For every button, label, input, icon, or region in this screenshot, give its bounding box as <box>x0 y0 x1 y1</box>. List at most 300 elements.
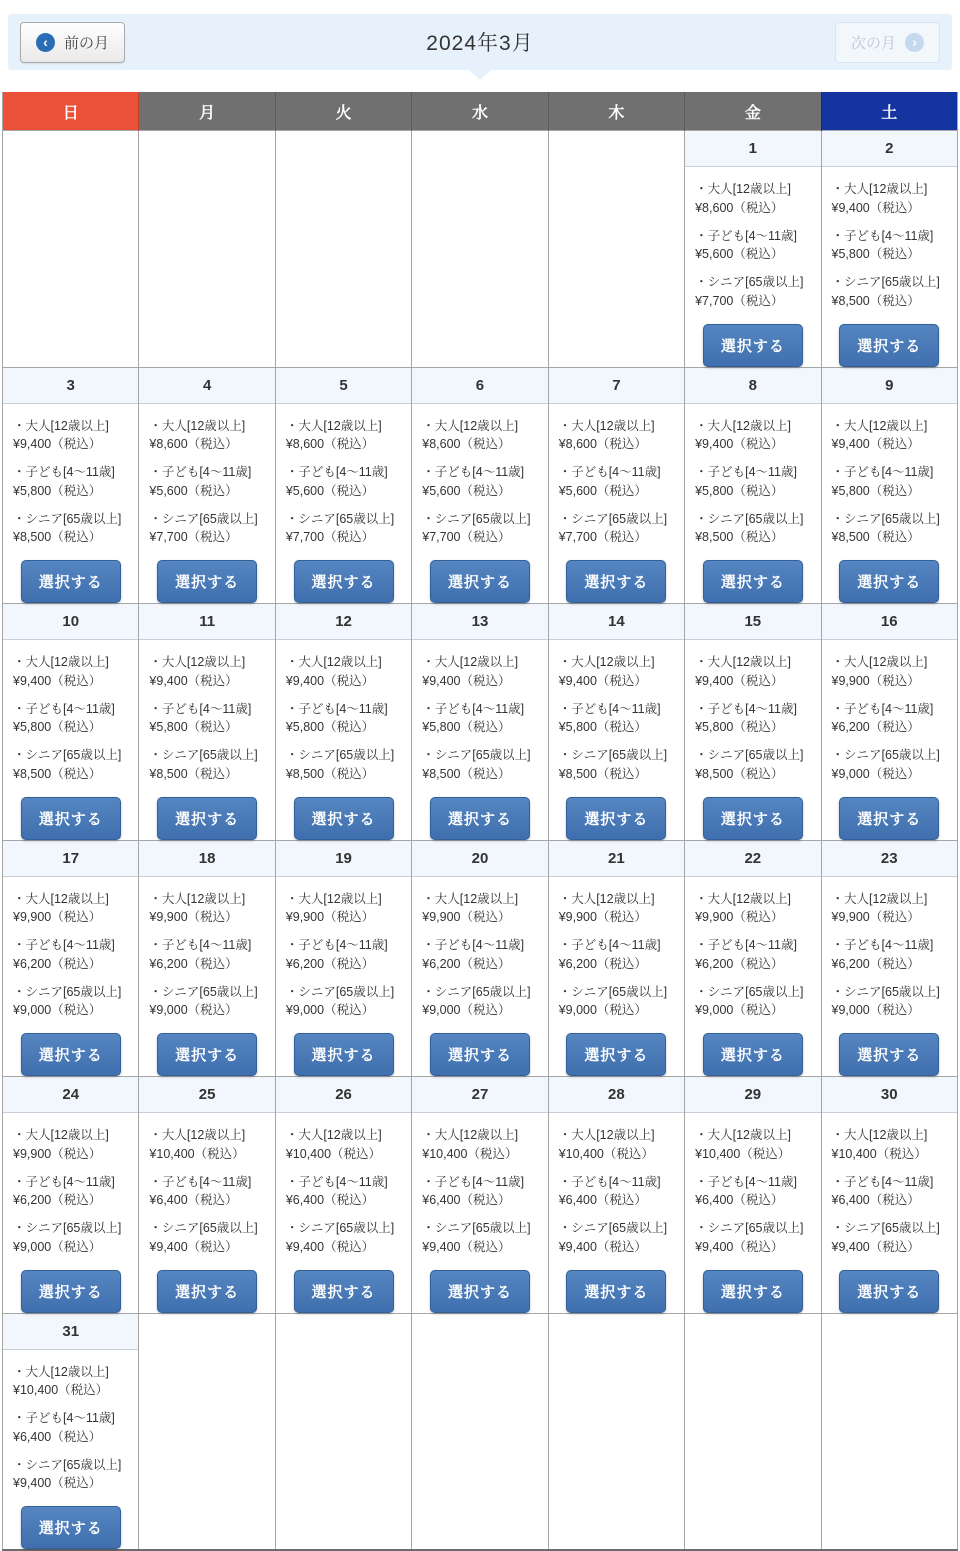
adult-price-value: ¥9,400（税込） <box>558 673 647 688</box>
adult-price-value: ¥9,400（税込） <box>831 437 920 452</box>
senior-price <box>13 1219 132 1257</box>
child-price <box>695 1173 814 1211</box>
senior-price-label: ・シニア[65歳以上] <box>831 511 940 526</box>
senior-price-label: ・シニア[65歳以上] <box>695 275 804 289</box>
select-date-button[interactable]: 選択する <box>21 1033 121 1076</box>
day-number: 5 <box>276 368 411 404</box>
day-number: 21 <box>549 841 684 877</box>
senior-price <box>149 1219 268 1257</box>
senior-price-label: ・シニア[65歳以上] <box>831 1221 940 1235</box>
select-date-button[interactable]: 選択する <box>839 1270 939 1313</box>
child-price-value: ¥5,600（税込） <box>149 483 238 498</box>
child-price-label: ・子ども[4～11歳] <box>831 701 934 716</box>
select-date-button[interactable]: 選択する <box>703 797 803 840</box>
calendar-day-cell <box>275 367 411 604</box>
adult-price <box>695 890 814 928</box>
child-price-label: ・子ども[4～11歳] <box>149 1174 252 1189</box>
child-price-label: ・子ども[4～11歳] <box>558 465 661 479</box>
calendar-day-cell <box>685 367 821 604</box>
select-date-button[interactable]: 選択する <box>430 1270 530 1313</box>
senior-price-value: ¥9,400（税込） <box>422 1239 511 1254</box>
senior-price <box>695 273 814 311</box>
adult-price <box>286 890 405 928</box>
select-button-wrap <box>822 797 957 840</box>
adult-price-value: ¥9,400（税込） <box>695 437 784 452</box>
senior-price-label: ・シニア[65歳以上] <box>149 748 258 762</box>
child-price-value: ¥5,800（税込） <box>558 720 647 735</box>
price-list <box>276 404 411 548</box>
child-price-label: ・子ども[4～11歳] <box>422 938 525 952</box>
price-list <box>276 877 411 1021</box>
child-price-value: ¥6,200（税込） <box>831 956 920 971</box>
adult-price-label: ・大人[12歳以上] <box>558 655 655 669</box>
adult-price-value: ¥9,900（税込） <box>422 910 511 925</box>
child-price-label: ・子ども[4～11歳] <box>695 465 797 479</box>
adult-price <box>695 1126 814 1164</box>
select-date-button[interactable]: 選択する <box>839 324 939 367</box>
child-price <box>695 700 814 738</box>
senior-price-value: ¥8,500（税込） <box>13 530 102 545</box>
calendar-day-cell <box>412 604 548 841</box>
price-list <box>685 640 820 784</box>
select-date-button[interactable]: 選択する <box>566 797 666 840</box>
select-date-button[interactable]: 選択する <box>21 1506 121 1549</box>
senior-price <box>695 983 814 1021</box>
senior-price-value: ¥7,700（税込） <box>558 530 647 545</box>
child-price-value: ¥5,800（税込） <box>695 483 784 498</box>
day-number: 31 <box>3 1314 138 1350</box>
child-price-value: ¥5,800（税込） <box>285 720 375 735</box>
child-price <box>422 1173 541 1211</box>
empty-day-cell <box>275 1313 411 1550</box>
select-date-button[interactable]: 選択する <box>839 797 939 840</box>
select-button-wrap <box>549 1270 684 1313</box>
price-list <box>549 640 684 784</box>
day-number: 27 <box>412 1077 547 1113</box>
child-price <box>13 1409 132 1447</box>
select-date-button[interactable]: 選択する <box>294 1270 394 1313</box>
day-number: 25 <box>139 1077 274 1113</box>
empty-day-cell <box>685 1313 821 1550</box>
select-button-wrap <box>822 560 957 603</box>
select-button-wrap <box>276 797 411 840</box>
select-button-wrap <box>549 1033 684 1076</box>
senior-price-label: ・シニア[65歳以上] <box>285 1221 395 1235</box>
select-button-wrap <box>549 797 684 840</box>
day-number: 10 <box>3 604 138 640</box>
day-number: 4 <box>139 368 274 404</box>
adult-price-label: ・大人[12歳以上] <box>422 1128 519 1142</box>
adult-price <box>695 417 814 455</box>
select-button-wrap <box>139 1270 274 1313</box>
adult-price <box>559 653 678 691</box>
adult-price <box>149 890 268 928</box>
child-price-label: ・子ども[4～11歳] <box>831 938 934 952</box>
child-price-label: ・子ども[4～11歳] <box>422 1174 525 1189</box>
adult-price-label: ・大人[12歳以上] <box>558 1128 655 1142</box>
senior-price-value: ¥9,000（税込） <box>831 1003 920 1018</box>
child-price-value: ¥6,400（税込） <box>695 1193 784 1208</box>
select-date-button[interactable]: 選択する <box>430 560 530 603</box>
adult-price <box>286 653 405 691</box>
child-price-label: ・子ども[4～11歳] <box>285 1174 388 1189</box>
day-number: 24 <box>3 1077 138 1113</box>
calendar-day-cell <box>548 367 684 604</box>
select-button-wrap <box>412 1033 547 1076</box>
day-number: 3 <box>3 368 138 404</box>
adult-price <box>695 653 814 691</box>
select-date-button[interactable]: 選択する <box>839 1033 939 1076</box>
adult-price-label: ・大人[12歳以上] <box>149 1128 246 1142</box>
price-list <box>549 1113 684 1257</box>
child-price-label: ・子ども[4～11歳] <box>695 701 797 716</box>
child-price-label: ・子ども[4～11歳] <box>285 465 388 479</box>
adult-price-value: ¥10,400（税込） <box>149 1146 245 1161</box>
senior-price-value: ¥7,700（税込） <box>422 530 511 545</box>
calendar-day-cell <box>685 840 821 1077</box>
day-number: 12 <box>276 604 411 640</box>
child-price-label: ・子ども[4～11歳] <box>558 701 661 716</box>
day-number: 23 <box>822 841 957 877</box>
child-price <box>13 463 132 501</box>
child-price-label: ・子ども[4～11歳] <box>831 228 934 243</box>
calendar-week-row <box>3 840 958 1077</box>
adult-price-value: ¥8,600（税込） <box>285 437 375 452</box>
senior-price-label: ・シニア[65歳以上] <box>149 1221 258 1235</box>
child-price-value: ¥6,400（税込） <box>13 1429 102 1444</box>
price-list <box>3 1113 138 1257</box>
child-price <box>149 936 268 974</box>
adult-price-value: ¥9,400（税込） <box>422 673 511 688</box>
adult-price-label: ・大人[12歳以上] <box>831 1128 928 1142</box>
senior-price-label: ・シニア[65歳以上] <box>285 748 395 762</box>
senior-price <box>13 510 132 548</box>
select-date-button[interactable]: 選択する <box>703 1033 803 1076</box>
adult-price-label: ・大人[12歳以上] <box>422 418 519 433</box>
select-date-button[interactable]: 選択する <box>703 560 803 603</box>
child-price-value: ¥6,400（税込） <box>422 1193 511 1208</box>
price-list <box>3 404 138 548</box>
child-price-value: ¥6,400（税込） <box>831 1193 920 1208</box>
child-price-label: ・子ども[4～11歳] <box>13 938 115 952</box>
select-button-wrap <box>3 1506 138 1549</box>
senior-price-label: ・シニア[65歳以上] <box>558 984 668 999</box>
adult-price-value: ¥10,400（税込） <box>695 1146 791 1161</box>
senior-price-value: ¥7,700（税込） <box>695 293 784 308</box>
senior-price-value: ¥7,700（税込） <box>149 530 238 545</box>
senior-price-value: ¥9,000（税込） <box>149 1003 238 1018</box>
senior-price <box>422 983 541 1021</box>
senior-price-value: ¥9,400（税込） <box>13 1476 102 1491</box>
adult-price-value: ¥9,900（税込） <box>149 910 238 925</box>
adult-price <box>422 1126 541 1164</box>
day-number: 1 <box>685 131 820 167</box>
select-button-wrap <box>3 560 138 603</box>
senior-price-value: ¥9,000（税込） <box>285 1003 375 1018</box>
senior-price-label: ・シニア[65歳以上] <box>422 1221 531 1235</box>
calendar-day-cell <box>548 1077 684 1314</box>
senior-price <box>286 983 405 1021</box>
senior-price-label: ・シニア[65歳以上] <box>558 511 668 526</box>
calendar-nav-bar <box>8 14 952 70</box>
adult-price-label: ・大人[12歳以上] <box>285 418 382 433</box>
senior-price <box>832 273 951 311</box>
child-price-value: ¥5,800（税込） <box>831 247 920 262</box>
calendar-day-cell <box>3 1313 139 1550</box>
price-list <box>822 640 957 784</box>
calendar-day-cell <box>821 840 957 1077</box>
calendar-day-cell <box>685 1077 821 1314</box>
select-date-button[interactable]: 選択する <box>157 560 257 603</box>
day-number: 18 <box>139 841 274 877</box>
senior-price-value: ¥8,500（税込） <box>422 766 511 781</box>
select-button-wrap <box>139 797 274 840</box>
calendar-week-row <box>3 1313 958 1550</box>
adult-price <box>13 1363 132 1401</box>
day-number: 29 <box>685 1077 820 1113</box>
adult-price-label: ・大人[12歳以上] <box>695 891 791 906</box>
select-button-wrap <box>549 560 684 603</box>
adult-price-value: ¥9,400（税込） <box>285 673 375 688</box>
day-number: 15 <box>685 604 820 640</box>
child-price <box>832 936 951 974</box>
senior-price <box>832 983 951 1021</box>
calendar-day-cell <box>821 604 957 841</box>
select-date-button[interactable]: 選択する <box>430 797 530 840</box>
senior-price <box>422 510 541 548</box>
child-price-value: ¥5,800（税込） <box>831 483 920 498</box>
next-month-label: 次の月 <box>850 34 896 52</box>
child-price <box>286 936 405 974</box>
select-date-button[interactable]: 選択する <box>21 1270 121 1313</box>
senior-price-label: ・シニア[65歳以上] <box>13 1221 122 1235</box>
child-price-value: ¥6,200（税込） <box>422 956 511 971</box>
weekday-header-saturday: 土 <box>821 92 957 131</box>
price-list <box>139 640 274 784</box>
select-date-button[interactable]: 選択する <box>294 1033 394 1076</box>
empty-day-cell <box>139 131 275 368</box>
select-date-button[interactable]: 選択する <box>703 324 803 367</box>
day-number: 8 <box>685 368 820 404</box>
weekday-header-wednesday: 水 <box>412 92 548 131</box>
calendar-day-cell <box>821 131 957 368</box>
next-month-button[interactable] <box>835 22 940 63</box>
day-number: 11 <box>139 604 274 640</box>
child-price-label: ・子ども[4～11歳] <box>149 701 252 716</box>
senior-price-value: ¥8,500（税込） <box>558 766 647 781</box>
price-list <box>412 640 547 784</box>
adult-price <box>559 417 678 455</box>
child-price <box>695 936 814 974</box>
child-price-label: ・子ども[4～11歳] <box>831 1174 934 1189</box>
child-price <box>695 227 814 265</box>
child-price <box>559 936 678 974</box>
adult-price-label: ・大人[12歳以上] <box>831 891 928 906</box>
adult-price-label: ・大人[12歳以上] <box>149 655 246 669</box>
child-price <box>832 700 951 738</box>
calendar-day-cell <box>3 840 139 1077</box>
select-date-button[interactable]: 選択する <box>566 560 666 603</box>
weekday-header-tuesday: 火 <box>275 92 411 131</box>
child-price-value: ¥6,200（税込） <box>13 956 102 971</box>
adult-price-value: ¥8,600（税込） <box>558 437 647 452</box>
senior-price-value: ¥8,500（税込） <box>695 530 784 545</box>
day-number: 20 <box>412 841 547 877</box>
select-date-button[interactable]: 選択する <box>430 1033 530 1076</box>
child-price-label: ・子ども[4～11歳] <box>831 465 934 479</box>
senior-price <box>559 510 678 548</box>
senior-price-value: ¥9,000（税込） <box>422 1003 511 1018</box>
senior-price <box>695 746 814 784</box>
adult-price-value: ¥10,400（税込） <box>422 1146 518 1161</box>
senior-price-label: ・シニア[65歳以上] <box>558 1221 668 1235</box>
senior-price-value: ¥9,000（税込） <box>13 1239 102 1254</box>
senior-price-label: ・シニア[65歳以上] <box>831 984 940 999</box>
child-price <box>13 936 132 974</box>
adult-price-value: ¥9,900（税込） <box>13 910 102 925</box>
child-price-label: ・子ども[4～11歳] <box>422 701 525 716</box>
senior-price-value: ¥9,000（税込） <box>558 1003 647 1018</box>
price-list <box>139 877 274 1021</box>
select-date-button[interactable]: 選択する <box>21 797 121 840</box>
senior-price-value: ¥8,500（税込） <box>285 766 375 781</box>
senior-price <box>422 1219 541 1257</box>
day-number: 2 <box>822 131 957 167</box>
day-number: 16 <box>822 604 957 640</box>
empty-day-cell <box>821 1313 957 1550</box>
calendar-week-row <box>3 131 958 368</box>
adult-price-label: ・大人[12歳以上] <box>831 655 928 669</box>
calendar-day-cell <box>412 1077 548 1314</box>
price-list <box>822 877 957 1021</box>
adult-price-value: ¥9,900（税込） <box>13 1146 102 1161</box>
adult-price-value: ¥9,900（税込） <box>695 910 784 925</box>
senior-price <box>149 510 268 548</box>
adult-price <box>422 653 541 691</box>
select-button-wrap <box>685 324 820 367</box>
select-button-wrap <box>3 1033 138 1076</box>
adult-price-value: ¥9,400（税込） <box>831 200 920 215</box>
adult-price <box>13 1126 132 1164</box>
calendar-day-cell <box>412 367 548 604</box>
price-list <box>822 404 957 548</box>
empty-day-cell <box>548 1313 684 1550</box>
select-date-button[interactable]: 選択する <box>839 560 939 603</box>
select-button-wrap <box>685 560 820 603</box>
child-price-value: ¥6,200（税込） <box>149 956 238 971</box>
select-button-wrap <box>276 560 411 603</box>
senior-price-label: ・シニア[65歳以上] <box>285 511 395 526</box>
adult-price-value: ¥9,400（税込） <box>13 673 102 688</box>
senior-price <box>13 746 132 784</box>
senior-price <box>149 746 268 784</box>
child-price-value: ¥6,200（税込） <box>558 956 647 971</box>
senior-price-label: ・シニア[65歳以上] <box>422 984 531 999</box>
child-price <box>286 700 405 738</box>
price-list <box>549 404 684 548</box>
select-button-wrap <box>412 560 547 603</box>
adult-price-value: ¥9,400（税込） <box>149 673 238 688</box>
price-list <box>685 877 820 1021</box>
weekday-header-monday: 月 <box>139 92 275 131</box>
child-price-value: ¥5,800（税込） <box>13 483 102 498</box>
senior-price <box>559 746 678 784</box>
prev-month-button[interactable] <box>20 22 125 63</box>
child-price <box>149 463 268 501</box>
day-number: 19 <box>276 841 411 877</box>
adult-price <box>832 1126 951 1164</box>
empty-day-cell <box>412 1313 548 1550</box>
adult-price-label: ・大人[12歳以上] <box>558 418 655 433</box>
child-price-label: ・子ども[4～11歳] <box>149 465 252 479</box>
senior-price-label: ・シニア[65歳以上] <box>695 1221 804 1235</box>
select-date-button[interactable]: 選択する <box>703 1270 803 1313</box>
price-list <box>276 640 411 784</box>
child-price-value: ¥5,600（税込） <box>558 483 647 498</box>
select-date-button[interactable]: 選択する <box>157 1270 257 1313</box>
adult-price-value: ¥10,400（税込） <box>285 1146 382 1161</box>
child-price-label: ・子ども[4～11歳] <box>285 701 388 716</box>
adult-price-label: ・大人[12歳以上] <box>13 418 109 433</box>
adult-price <box>149 653 268 691</box>
child-price-value: ¥6,200（税込） <box>695 956 784 971</box>
adult-price-label: ・大人[12歳以上] <box>285 655 382 669</box>
adult-price-label: ・大人[12歳以上] <box>13 1364 109 1379</box>
select-date-button[interactable]: 選択する <box>566 1270 666 1313</box>
select-date-button[interactable]: 選択する <box>21 560 121 603</box>
child-price-label: ・子ども[4～11歳] <box>422 465 525 479</box>
adult-price-label: ・大人[12歳以上] <box>695 418 791 433</box>
select-date-button[interactable]: 選択する <box>157 797 257 840</box>
child-price-value: ¥5,600（税込） <box>422 483 511 498</box>
day-number: 6 <box>412 368 547 404</box>
adult-price <box>695 180 814 218</box>
senior-price <box>695 1219 814 1257</box>
price-list <box>685 167 820 311</box>
adult-price-label: ・大人[12歳以上] <box>149 891 246 906</box>
select-date-button[interactable]: 選択する <box>294 560 394 603</box>
price-list <box>412 1113 547 1257</box>
price-list <box>3 1350 138 1494</box>
calendar-day-cell <box>685 604 821 841</box>
senior-price-value: ¥8,500（税込） <box>149 766 238 781</box>
child-price-value: ¥5,800（税込） <box>422 720 511 735</box>
day-number: 7 <box>549 368 684 404</box>
senior-price-label: ・シニア[65歳以上] <box>695 511 804 526</box>
child-price-value: ¥5,800（税込） <box>149 720 238 735</box>
calendar-day-cell <box>275 1077 411 1314</box>
adult-price-label: ・大人[12歳以上] <box>13 891 109 906</box>
select-date-button[interactable]: 選択する <box>294 797 394 840</box>
senior-price-value: ¥9,000（税込） <box>13 1003 102 1018</box>
day-number: 13 <box>412 604 547 640</box>
select-button-wrap <box>412 797 547 840</box>
child-price <box>422 700 541 738</box>
child-price-label: ・子ども[4～11歳] <box>13 465 115 479</box>
senior-price <box>286 510 405 548</box>
senior-price <box>286 1219 405 1257</box>
calendar-day-cell <box>821 1077 957 1314</box>
select-date-button[interactable]: 選択する <box>157 1033 257 1076</box>
day-number: 14 <box>549 604 684 640</box>
select-date-button[interactable]: 選択する <box>566 1033 666 1076</box>
adult-price <box>559 890 678 928</box>
price-calendar <box>2 92 958 1551</box>
calendar-week-row <box>3 604 958 841</box>
adult-price-value: ¥9,900（税込） <box>831 673 920 688</box>
senior-price-value: ¥9,000（税込） <box>831 766 920 781</box>
day-number: 30 <box>822 1077 957 1113</box>
